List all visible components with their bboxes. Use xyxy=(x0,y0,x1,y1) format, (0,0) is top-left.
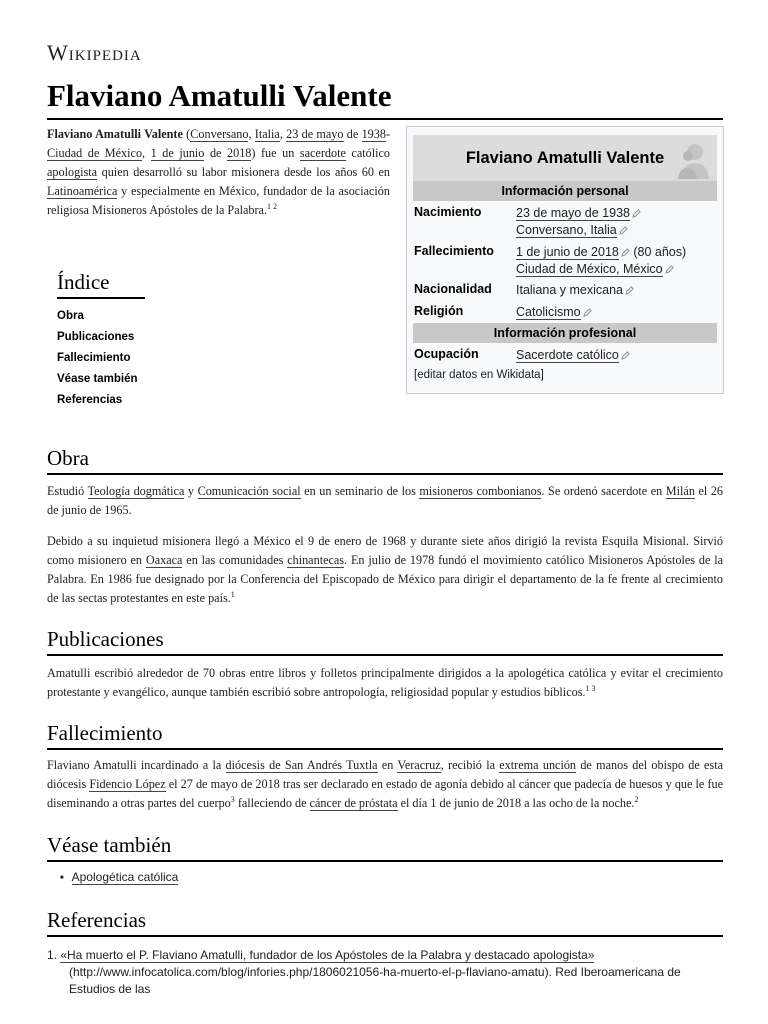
text: . En julio de 1978 fundó el movimiento católico Misioneros Apóstoles de la Palabra. En 1986 fue designado por la Conferencia del Episcopado de México para dirigir el departamento de la fe frente al crecimiento de las sectas protestantes en este país. xyxy=(47,553,724,605)
religion-value[interactable]: Catolicismo xyxy=(516,305,581,319)
pencil-icon[interactable] xyxy=(583,308,592,317)
text: quien desarrolló su labor misionera desde los años 60 en xyxy=(97,165,390,179)
text: y xyxy=(184,484,198,498)
intro-paragraph xyxy=(47,125,390,220)
text: , xyxy=(279,127,287,141)
reference-item xyxy=(47,947,723,998)
text: de manos del obispo de esta diócesis xyxy=(47,758,723,791)
link-comunicacion-social[interactable]: Comunicación social xyxy=(197,484,301,498)
text: de xyxy=(204,146,228,160)
section-heading-publicaciones: Publicaciones xyxy=(47,627,723,656)
ocupacion-label: Ocupación xyxy=(414,347,479,361)
publicaciones-paragraph xyxy=(47,664,723,702)
toc-item-vease-tambien[interactable]: Véase también xyxy=(57,373,138,385)
link-chinantecas[interactable]: chinantecas xyxy=(287,553,345,567)
reference-sup[interactable]: 2 xyxy=(634,794,639,804)
nacimiento-label: Nacimiento xyxy=(414,205,482,219)
text: - xyxy=(385,127,390,141)
text: falleciendo de xyxy=(234,796,310,810)
link-oaxaca[interactable]: Oaxaca xyxy=(145,553,183,567)
fallecimiento-age: (80 años) xyxy=(629,245,687,259)
section-heading-vease-tambien: Véase también xyxy=(47,833,723,862)
reference-link[interactable]: «Ha muerto el P. Flaviano Amatulli, fundador de los Apóstoles de la Palabra y destacado apologista» xyxy=(60,948,595,962)
link-death-year[interactable]: 2018 xyxy=(227,146,252,160)
text: el 26 de junio de 1965. xyxy=(47,484,724,517)
text: , xyxy=(248,127,255,141)
link-fidencio-lopez[interactable]: Fidencio López xyxy=(89,777,166,791)
section-heading-referencias: Referencias xyxy=(47,908,723,937)
infobox-title-text: Flaviano Amatulli Valente xyxy=(465,148,665,167)
nacionalidad-label: Nacionalidad xyxy=(414,282,492,296)
table-of-contents xyxy=(57,270,157,411)
text: . Se ordenó sacerdote en xyxy=(541,484,666,498)
link-veracruz[interactable]: Veracruz xyxy=(397,758,441,772)
infobox-title xyxy=(413,135,717,181)
toc-title: Índice xyxy=(57,270,145,299)
link-birth-date[interactable]: 23 de mayo xyxy=(286,127,344,141)
fallecimiento-date[interactable]: 1 de junio de 2018 xyxy=(516,245,619,259)
reference-sup[interactable]: 1 2 xyxy=(267,201,278,211)
link-cancer-de-prostata[interactable]: cáncer de próstata xyxy=(309,796,398,810)
link-extrema-uncion[interactable]: extrema unción xyxy=(499,758,577,772)
text: en xyxy=(377,758,398,772)
nacimiento-place[interactable]: Conversano, Italia xyxy=(516,223,617,237)
text: , xyxy=(142,146,151,160)
pencil-icon[interactable] xyxy=(665,265,674,274)
link-latinoamerica[interactable]: Latinoamérica xyxy=(47,184,118,198)
pencil-icon[interactable] xyxy=(621,248,630,257)
reference-sup[interactable]: 1 3 xyxy=(585,683,596,693)
references-list xyxy=(47,947,723,998)
toc-item-obra[interactable]: Obra xyxy=(57,310,84,322)
reference-sup[interactable]: 3 xyxy=(230,794,235,804)
pencil-icon[interactable] xyxy=(625,286,634,295)
text: , recibió la xyxy=(440,758,500,772)
person-icon xyxy=(673,139,711,179)
infobox xyxy=(406,126,724,394)
link-ciudad-de-mexico[interactable]: Ciudad de México xyxy=(47,146,143,160)
religion-label: Religión xyxy=(414,304,464,318)
fallecimiento-place[interactable]: Ciudad de México, México xyxy=(516,262,663,276)
nacionalidad-value: Italiana y mexicana xyxy=(516,283,624,297)
link-apologista[interactable]: apologista xyxy=(47,165,98,179)
text: en las comunidades xyxy=(182,553,288,567)
text: católico xyxy=(345,146,390,160)
reference-rest: . Red Iberoamericana de Estudios de las xyxy=(69,965,681,996)
text: el 27 de mayo de 2018 tras ser declarado en estado de agonía debido al cáncer que padecía de huesos y que le fue diseminando a otras partes del cuerpo xyxy=(47,777,724,810)
link-italia[interactable]: Italia xyxy=(254,127,280,141)
text: el día 1 de junio de 2018 a las ocho de la noche. xyxy=(397,796,635,810)
obra-paragraph-2 xyxy=(47,532,723,608)
link-teologia-dogmatica[interactable]: Teología dogmática xyxy=(87,484,185,498)
reference-sup[interactable]: 1 xyxy=(230,589,235,599)
list-item xyxy=(60,870,178,884)
text: ( xyxy=(182,127,191,141)
link-misioneros-combonianos[interactable]: misioneros combonianos xyxy=(419,484,542,498)
infobox-section-personal: Información personal xyxy=(413,181,717,201)
text: de xyxy=(343,127,362,141)
link-apologetica-catolica[interactable]: Apologética católica xyxy=(71,870,179,884)
intro-name: Flaviano Amatulli Valente xyxy=(47,127,183,141)
reference-url[interactable]: (http://www.infocatolica.com/blog/infories.php/1806021056-ha-muerto-el-p-flaviano-amatu) xyxy=(69,965,549,979)
link-sacerdote[interactable]: sacerdote xyxy=(299,146,346,160)
edit-wikidata-link[interactable]: [editar datos en Wikidata] xyxy=(414,369,544,381)
link-conversano[interactable]: Conversano xyxy=(190,127,249,141)
see-also-list xyxy=(60,870,178,884)
text: Debido a su inquietud misionera llegó a México el 9 de enero de 1968 y durante siete años dirigió la revista Esquila Misional. Sirvió como misionero en xyxy=(47,534,723,567)
section-heading-fallecimiento: Fallecimiento xyxy=(47,721,723,750)
reference-number: 1. xyxy=(47,948,61,962)
text: en un seminario de los xyxy=(300,484,420,498)
fallecimiento-paragraph xyxy=(47,756,723,813)
fallecimiento-label: Fallecimiento xyxy=(414,244,494,258)
nacimiento-date[interactable]: 23 de mayo de 1938 xyxy=(516,206,630,220)
text: Amatulli escribió alrededor de 70 obras entre libros y folletos principalmente dirigidos a la apologética católica y evitar el crecimiento protestante y evangélico, aunque también escribió sobre antropología, religiosidad popular y estudios bíblicos. xyxy=(47,666,723,699)
pencil-icon[interactable] xyxy=(632,209,641,218)
link-diocesis-san-andres-tuxtla[interactable]: diócesis de San Andrés Tuxtla xyxy=(225,758,378,772)
pencil-icon[interactable] xyxy=(619,226,628,235)
link-birth-year[interactable]: 1938 xyxy=(361,127,386,141)
infobox-section-profesional: Información profesional xyxy=(413,323,717,343)
link-death-date[interactable]: 1 de junio xyxy=(150,146,205,160)
obra-paragraph-1 xyxy=(47,482,723,520)
text: ) fue un xyxy=(251,146,300,160)
link-milan[interactable]: Milán xyxy=(665,484,695,498)
toc-item-referencias[interactable]: Referencias xyxy=(57,394,123,406)
title-divider xyxy=(47,118,723,120)
text: Estudió xyxy=(47,484,88,498)
text: y especialmente en México, fundador de la asociación religiosa Misioneros Apóstoles de la Palabra. xyxy=(47,184,390,217)
page-title: Flaviano Amatulli Valente xyxy=(47,78,392,113)
wikipedia-logo[interactable]: Wikipedia xyxy=(47,40,142,65)
section-heading-obra: Obra xyxy=(47,446,723,475)
text: Flaviano Amatulli incardinado a la xyxy=(47,758,226,772)
pencil-icon[interactable] xyxy=(621,351,630,360)
ocupacion-value[interactable]: Sacerdote católico xyxy=(516,348,619,362)
toc-item-fallecimiento[interactable]: Fallecimiento xyxy=(57,352,131,364)
toc-item-publicaciones[interactable]: Publicaciones xyxy=(57,331,135,343)
